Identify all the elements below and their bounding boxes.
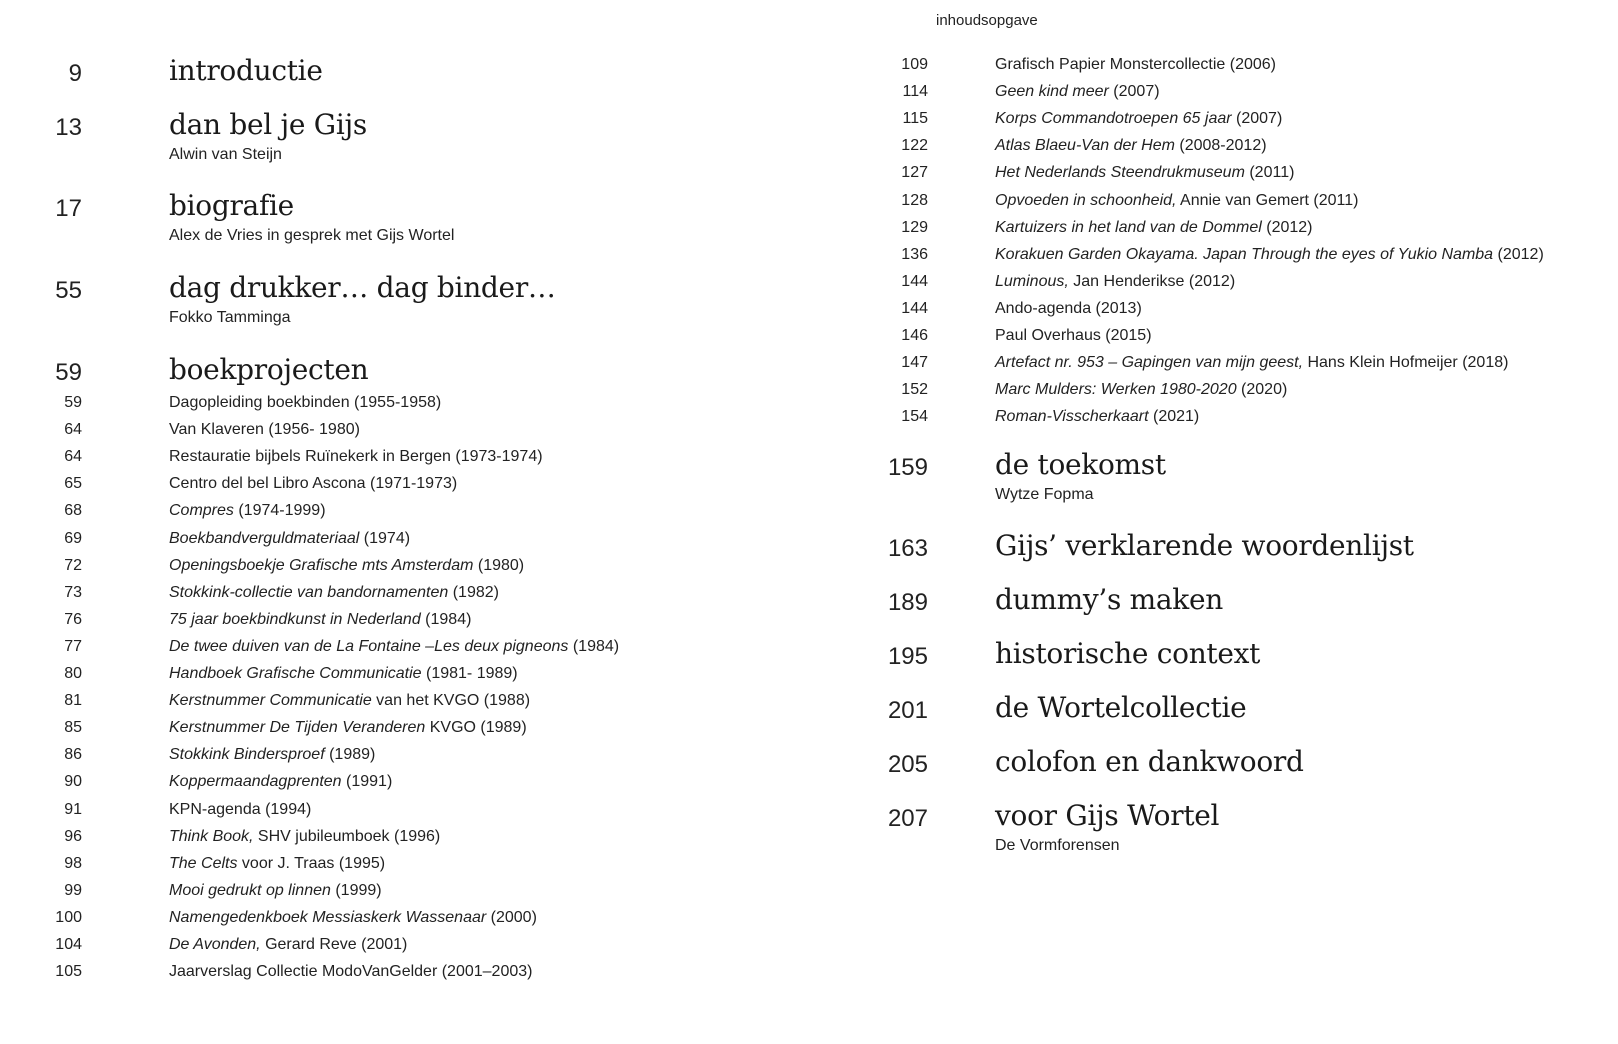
entry-title-rest: (2000) <box>486 909 537 926</box>
entry-title-rest: Restauratie bijbels Ruïnekerk in Bergen (1973-1974) <box>169 448 543 465</box>
section-title: biografie <box>169 189 294 222</box>
entry-title <box>995 273 1235 291</box>
entry-title-italic: Kartuizers in het land van de Dommel <box>995 219 1262 236</box>
section-page-number: 17 <box>55 195 82 222</box>
entry-page-number: 129 <box>901 219 928 236</box>
entry-title <box>995 137 1267 155</box>
section-page-number: 13 <box>55 114 82 141</box>
entry-page-number: 96 <box>64 828 82 845</box>
entry-title-italic: Handboek Grafische Communicatie <box>169 665 422 682</box>
entry-page-number: 105 <box>55 963 82 980</box>
section-page-number: 159 <box>887 454 928 481</box>
section-title: dag drukker… dag binder… <box>169 271 556 304</box>
entry-title <box>169 909 537 927</box>
entry-title-rest: KVGO (1989) <box>425 719 527 736</box>
section-title: voor Gijs Wortel <box>995 799 1220 832</box>
entry-title-rest: (1980) <box>473 557 525 574</box>
entry-title-rest: (1991) <box>341 773 393 790</box>
entry-page-number: 65 <box>64 475 82 492</box>
entry-title-rest: Centro del bel Libro Ascona (1971-1973) <box>169 475 458 492</box>
entry-title-rest: (2011) <box>1244 164 1295 181</box>
entry-page-number: 122 <box>901 137 928 154</box>
entry-title-rest: (2020) <box>1236 381 1288 398</box>
entry-title-italic: Compres <box>169 502 234 519</box>
entry-page-number: 154 <box>901 408 928 425</box>
section-title: dan bel je Gijs <box>169 108 367 141</box>
entry-title <box>995 83 1160 101</box>
entry-title-italic: Opvoeden in schoonheid, <box>995 192 1177 209</box>
entry-page-number: 144 <box>901 273 928 290</box>
entry-title <box>169 475 457 493</box>
entry-title <box>169 746 375 764</box>
entry-title-italic: De twee duiven van de La Fontaine –Les deux pigneons <box>169 638 569 655</box>
entry-title-rest: (1981- 1989) <box>421 665 518 682</box>
entry-title-italic: Roman-Visscherkaart <box>995 408 1149 425</box>
entry-title <box>169 530 410 548</box>
entry-title-italic: Het Nederlands Steendrukmuseum <box>995 164 1245 181</box>
page-header: inhoudsopgave <box>936 12 1038 29</box>
entry-title <box>169 502 326 520</box>
entry-title <box>995 300 1142 318</box>
entry-title-rest: (2008-2012) <box>1174 137 1267 154</box>
entry-title <box>995 192 1359 210</box>
entry-title-rest: Dagopleiding boekbinden (1955-1958) <box>169 394 442 411</box>
entry-page-number: 91 <box>64 801 82 818</box>
entry-page-number: 72 <box>64 557 82 574</box>
entry-title-italic: Atlas Blaeu-Van der Hem <box>995 137 1175 154</box>
entry-title-rest: van het KVGO (1988) <box>371 692 531 709</box>
section-page-number: 9 <box>68 60 82 87</box>
entry-title-rest: Ando-agenda (2013) <box>995 300 1142 317</box>
entry-page-number: 146 <box>901 327 928 344</box>
section-page-number: 189 <box>887 589 928 616</box>
entry-title <box>169 692 530 710</box>
entry-title-rest: (1984) <box>420 611 472 628</box>
section-page-number: 59 <box>55 359 82 386</box>
section-subtitle: Fokko Tamminga <box>169 309 291 326</box>
entry-page-number: 147 <box>901 354 928 371</box>
entry-title-italic: Namengedenkboek Messiaskerk Wassenaar <box>169 909 487 926</box>
entry-title-rest: KPN-agenda (1994) <box>169 801 312 818</box>
section-page-number: 205 <box>887 751 928 778</box>
entry-title <box>995 219 1313 237</box>
entry-page-number: 86 <box>64 746 82 763</box>
entry-title-italic: Boekbandverguldmateriaal <box>169 530 360 547</box>
entry-page-number: 128 <box>901 192 928 209</box>
section-title: boekprojecten <box>169 353 369 386</box>
entry-title-italic: Stokkink Bindersproef <box>169 746 325 763</box>
entry-page-number: 152 <box>901 381 928 398</box>
entry-page-number: 64 <box>64 421 82 438</box>
entry-title <box>995 381 1287 399</box>
entry-page-number: 136 <box>901 246 928 263</box>
entry-title <box>169 448 543 466</box>
entry-title-italic: Kerstnummer Communicatie <box>169 692 372 709</box>
entry-page-number: 99 <box>64 882 82 899</box>
entry-title <box>169 611 471 629</box>
entry-title <box>169 421 360 439</box>
entry-title-rest: Grafisch Papier Monstercollectie (2006) <box>995 56 1277 73</box>
entry-page-number: 77 <box>64 638 82 655</box>
entry-title-rest: Jan Henderikse (2012) <box>1068 273 1236 290</box>
entry-title <box>995 408 1199 426</box>
entry-title-italic: Koppermaandagprenten <box>169 773 342 790</box>
entry-title <box>169 584 499 602</box>
entry-title-italic: Geen kind meer <box>995 83 1109 100</box>
entry-page-number: 85 <box>64 719 82 736</box>
entry-title-italic: Artefact nr. 953 – Gapingen van mijn geest, <box>995 354 1304 371</box>
entry-title-italic: Openingsboekje Grafische mts Amsterdam <box>169 557 474 574</box>
entry-title-rest: (1974) <box>359 530 411 547</box>
entry-title <box>169 719 527 737</box>
entry-page-number: 69 <box>64 530 82 547</box>
entry-page-number: 109 <box>901 56 928 73</box>
section-subtitle: De Vormforensen <box>995 837 1120 854</box>
entry-title-italic: 75 jaar boekbindkunst in Nederland <box>169 611 421 628</box>
entry-title-rest: voor J. Traas (1995) <box>237 855 386 872</box>
entry-title-italic: Marc Mulders: Werken 1980-2020 <box>995 381 1237 398</box>
section-page-number: 55 <box>55 277 82 304</box>
entry-page-number: 114 <box>902 83 928 100</box>
section-title: de toekomst <box>995 448 1166 481</box>
entry-title-rest: Gerard Reve (2001) <box>260 936 408 953</box>
entry-title-rest: (1982) <box>448 584 499 601</box>
entry-title <box>169 665 518 683</box>
entry-title <box>995 327 1152 345</box>
entry-page-number: 59 <box>64 394 82 411</box>
entry-page-number: 80 <box>64 665 82 682</box>
entry-title-italic: The Celts <box>169 855 238 872</box>
entry-title <box>169 557 524 575</box>
entry-title <box>169 882 382 900</box>
section-subtitle: Alwin van Steijn <box>169 146 282 163</box>
entry-page-number: 73 <box>64 584 82 601</box>
entry-title-rest: (2007) <box>1108 83 1160 100</box>
entry-title-rest: Van Klaveren (1956- 1980) <box>169 421 360 438</box>
entry-title-rest: Jaarverslag Collectie ModoVanGelder (2001–2003) <box>169 963 533 980</box>
entry-page-number: 104 <box>55 936 82 953</box>
entry-title-italic: Luminous, <box>995 273 1069 290</box>
entry-title <box>169 394 441 412</box>
entry-page-number: 81 <box>64 692 82 709</box>
section-title: historische context <box>995 637 1261 670</box>
entry-title <box>169 855 385 873</box>
section-title: introductie <box>169 54 323 87</box>
entry-title-italic: Korps Commandotroepen 65 jaar <box>995 110 1232 127</box>
entry-title <box>169 638 619 656</box>
entry-title-italic: Think Book, <box>169 828 254 845</box>
entry-title <box>995 164 1294 182</box>
entry-page-number: 115 <box>902 110 928 127</box>
entry-page-number: 90 <box>64 773 82 790</box>
entry-title-rest: (1984) <box>568 638 620 655</box>
entry-title-rest: Annie van Gemert (2011) <box>1176 192 1359 209</box>
section-title: dummy’s maken <box>995 583 1223 616</box>
entry-title <box>995 110 1282 128</box>
entry-title <box>169 801 311 819</box>
section-page-number: 163 <box>887 535 928 562</box>
entry-page-number: 68 <box>64 502 82 519</box>
entry-title-rest: (1974-1999) <box>233 502 326 519</box>
entry-title-italic: Korakuen Garden Okayama. Japan Through the eyes of Yukio Namba <box>995 246 1494 263</box>
entry-title-rest: SHV jubileumboek (1996) <box>253 828 441 845</box>
entry-title <box>169 828 440 846</box>
entry-page-number: 98 <box>64 855 82 872</box>
entry-title-rest: (2012) <box>1261 219 1313 236</box>
entry-title-rest: (2012) <box>1493 246 1544 263</box>
entry-page-number: 100 <box>55 909 82 926</box>
entry-title-rest: Paul Overhaus (2015) <box>995 327 1152 344</box>
section-title: Gijs’ verklarende woordenlijst <box>995 529 1414 562</box>
entry-page-number: 64 <box>64 448 82 465</box>
entry-title <box>169 963 532 981</box>
section-subtitle: Wytze Fopma <box>995 486 1094 503</box>
entry-page-number: 127 <box>901 164 928 181</box>
section-subtitle: Alex de Vries in gesprek met Gijs Wortel <box>169 227 455 244</box>
section-title: colofon en dankwoord <box>995 745 1304 778</box>
entry-title-rest: (2007) <box>1231 110 1283 127</box>
entry-page-number: 144 <box>901 300 928 317</box>
entry-title-italic: De Avonden, <box>169 936 261 953</box>
entry-title <box>995 56 1276 74</box>
entry-title-rest: (2021) <box>1148 408 1200 425</box>
section-page-number: 207 <box>887 805 928 832</box>
entry-title-rest: (1999) <box>330 882 382 899</box>
section-title: de Wortelcollectie <box>995 691 1247 724</box>
entry-title-italic: Stokkink-collectie van bandornamenten <box>169 584 449 601</box>
section-page-number: 201 <box>887 697 928 724</box>
entry-page-number: 76 <box>64 611 82 628</box>
entry-title-rest: Hans Klein Hofmeijer (2018) <box>1303 354 1509 371</box>
entry-title-italic: Kerstnummer De Tijden Veranderen <box>169 719 426 736</box>
entry-title <box>169 773 392 791</box>
entry-title-italic: Mooi gedrukt op linnen <box>169 882 331 899</box>
entry-title <box>995 246 1544 264</box>
entry-title-rest: (1989) <box>324 746 376 763</box>
section-page-number: 195 <box>887 643 928 670</box>
entry-title <box>169 936 407 954</box>
entry-title <box>995 354 1508 372</box>
